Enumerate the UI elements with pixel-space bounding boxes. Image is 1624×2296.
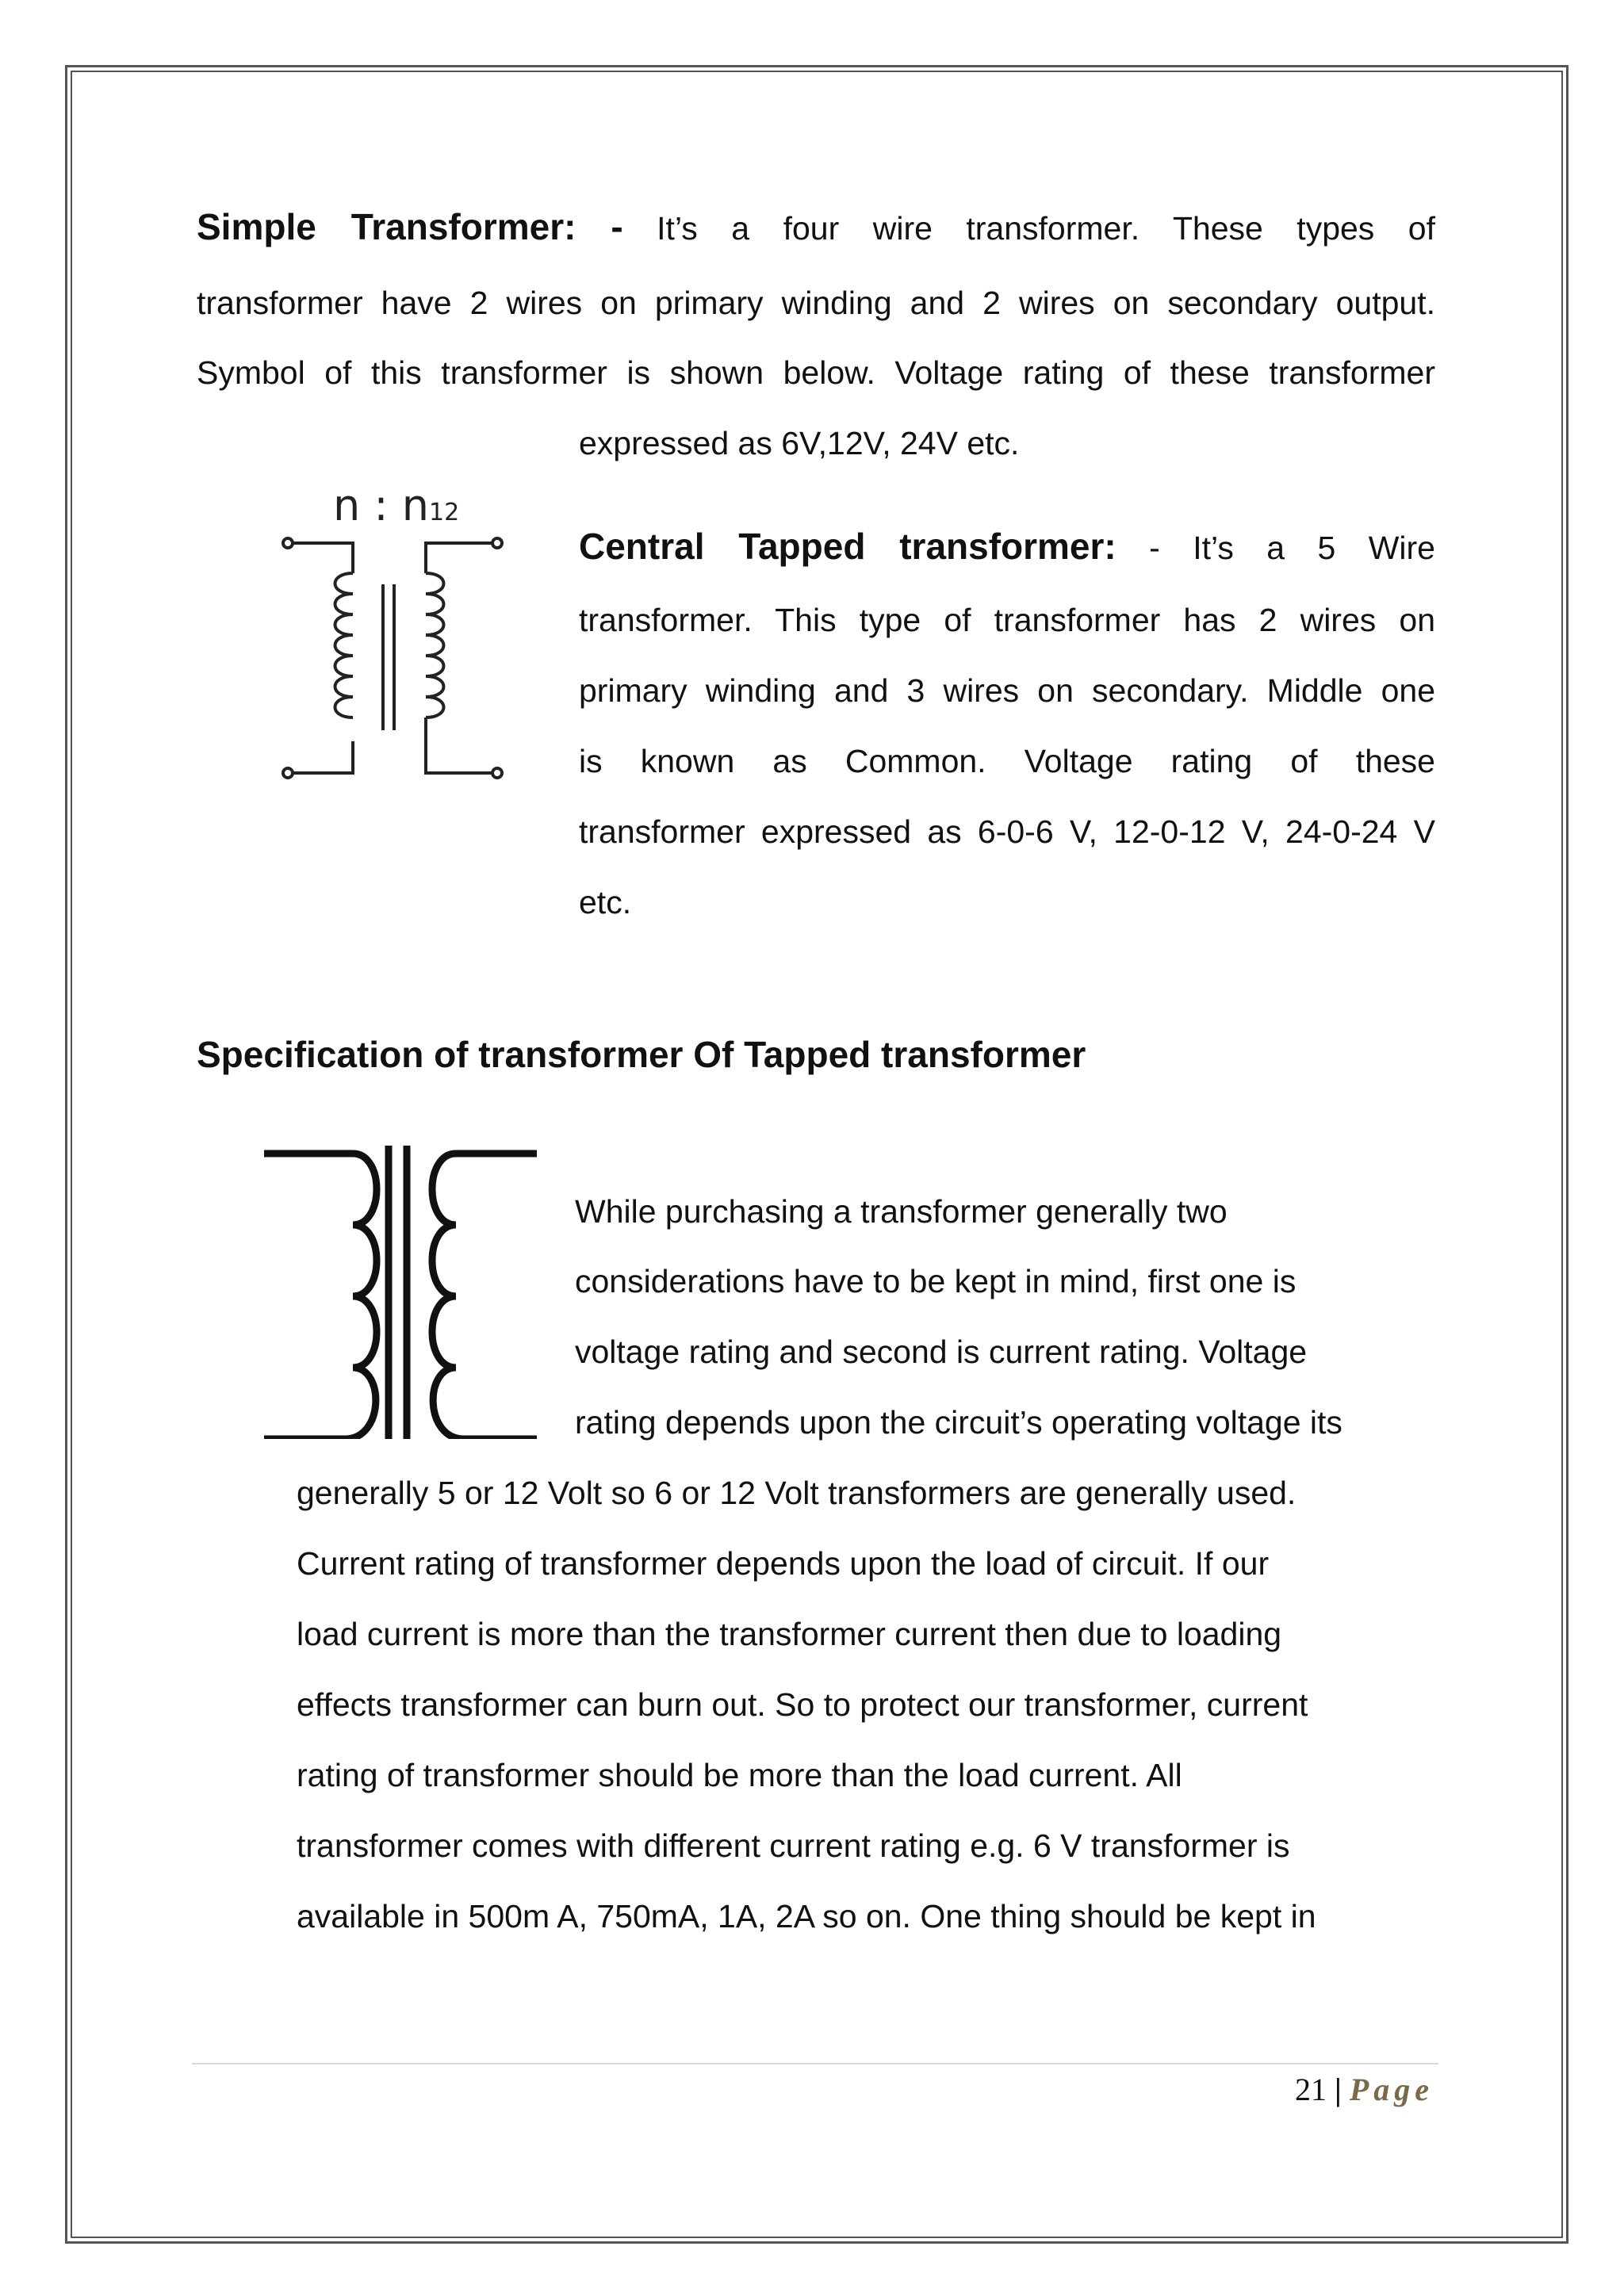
spec-line-7: load current is more than the transformer current then due to loading — [297, 1616, 1282, 1652]
tapped-transformer-symbol — [258, 1138, 543, 1439]
central-tapped-line-1 — [579, 511, 1435, 584]
ratio-text: n : n — [333, 480, 429, 530]
footer-separator: | — [1335, 2072, 1342, 2107]
spec-line-1: While purchasing a transformer generally two — [575, 1193, 1228, 1230]
page-footer — [1295, 2066, 1434, 2114]
spec-line-8: effects transformer can burn out. So to protect our transformer, current — [297, 1686, 1308, 1723]
page-label: Page — [1349, 2072, 1434, 2107]
spec-line-10: transformer comes with different current rating e.g. 6 V transformer is — [297, 1827, 1290, 1864]
simple-transformer-line-2: transformer have 2 wires on primary winding and 2 wires on secondary output. — [197, 285, 1435, 321]
simple-transformer-title: Simple Transformer: - — [197, 206, 623, 247]
page-number: 21 — [1295, 2072, 1327, 2107]
central-tapped-line-4: is known as Common. Voltage rating of these — [579, 743, 1435, 779]
footer-rule — [192, 2063, 1438, 2064]
central-tapped-line-6: etc. — [579, 884, 632, 920]
spec-line-9: rating of transformer should be more than the load current. All — [297, 1757, 1182, 1793]
central-tapped-line-5: transformer expressed as 6-0-6 V, 12-0-12 V, 24-0-24 V — [579, 813, 1435, 850]
simple-transformer-line-1 — [197, 192, 1435, 264]
spec-line-6: Current rating of transformer depends upon the load of circuit. If our — [297, 1545, 1270, 1582]
central-tapped-line-2: transformer. This type of transformer has 2 wires on — [579, 602, 1435, 638]
simple-transformer-symbol — [274, 527, 527, 789]
spec-line-4: rating depends upon the circuit’s operating voltage its — [575, 1404, 1342, 1441]
spec-line-11: available in 500m A, 750mA, 1A, 2A so on. One thing should be kept in — [297, 1898, 1316, 1934]
spec-line-2: considerations have to be kept in mind, first one is — [575, 1263, 1297, 1299]
simple-transformer-line-4: expressed as 6V,12V, 24V etc. — [579, 425, 1020, 461]
simple-transformer-line-1-text: It’s a four wire transformer. These types of — [657, 210, 1435, 247]
central-tapped-title: Central Tapped transformer: — [579, 526, 1116, 567]
specification-heading: Specification of transformer Of Tapped transformer — [197, 1034, 1086, 1075]
simple-transformer-line-3: Symbol of this transformer is shown below. Voltage rating of these transformer — [197, 354, 1435, 391]
central-tapped-line-3: primary winding and 3 wires on secondary. Middle one — [579, 672, 1435, 709]
spec-line-3: voltage rating and second is current rating. Voltage — [575, 1334, 1308, 1370]
ratio-subscript: 12 — [428, 499, 460, 526]
central-tapped-line-1-text: - It’s a 5 Wire — [1149, 530, 1435, 566]
spec-line-5: generally 5 or 12 Volt so 6 or 12 Volt transformers are generally used. — [297, 1475, 1297, 1511]
